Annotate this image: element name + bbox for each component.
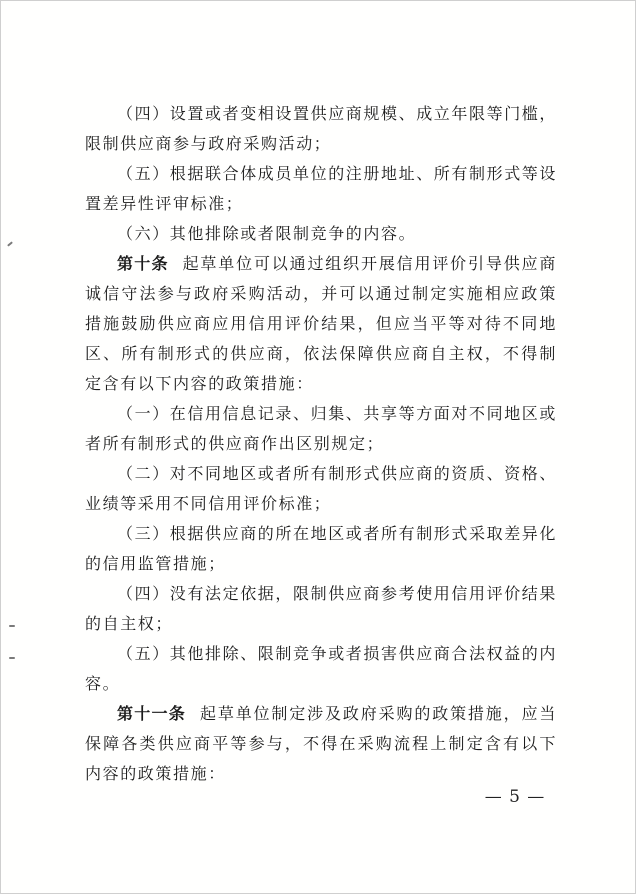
article-10-item-2: （二）对不同地区或者所有制形式供应商的资质、资格、业绩等采用不同信用评价标准； xyxy=(85,464,558,513)
article-10-item-1: （一）在信用信息记录、归集、共享等方面对不同地区或者所有制形式的供应商作出区别规定； xyxy=(85,404,558,453)
scan-mark xyxy=(7,241,13,246)
article-10-heading: 第十条 xyxy=(117,254,169,273)
article-10-text: 起草单位可以通过组织开展信用评价引导供应商诚信守法参与政府采购活动，并可以通过制定实施相应政策措施鼓励供应商应用信用评价结果，但应当平等对待不同地区、所有制形式的供应商，依法保障供应商自主权，不得制定含有以下内容的政策措施： xyxy=(85,254,557,393)
article-11-text: 起草单位制定涉及政府采购的政策措施，应当保障各类供应商平等参与，不得在采购流程上制定含有以下内容的政策措施： xyxy=(85,704,557,783)
article-10 xyxy=(85,249,557,399)
clause-item-4: （四）设置或者变相设置供应商规模、成立年限等门槛，限制供应商参与政府采购活动； xyxy=(85,104,558,153)
scan-mark xyxy=(9,625,15,627)
clause-item-5: （五）根据联合体成员单位的注册地址、所有制形式等设置差异性评审标准； xyxy=(85,164,558,213)
article-10-item-3: （三）根据供应商的所在地区或者所有制形式采取差异化的信用监管措施； xyxy=(85,524,558,573)
article-11-heading: 第十一条 xyxy=(117,704,187,723)
document-body xyxy=(85,99,557,789)
article-11 xyxy=(85,699,557,789)
clause-item-6: （六）其他排除或者限制竞争的内容。 xyxy=(117,224,417,243)
article-10-item-5: （五）其他排除、限制竞争或者损害供应商合法权益的内容。 xyxy=(85,644,558,693)
scan-mark xyxy=(9,657,15,659)
article-10-item-4: （四）没有法定依据，限制供应商参考使用信用评价结果的自主权； xyxy=(85,584,558,633)
page-number: — 5 — xyxy=(484,787,546,807)
